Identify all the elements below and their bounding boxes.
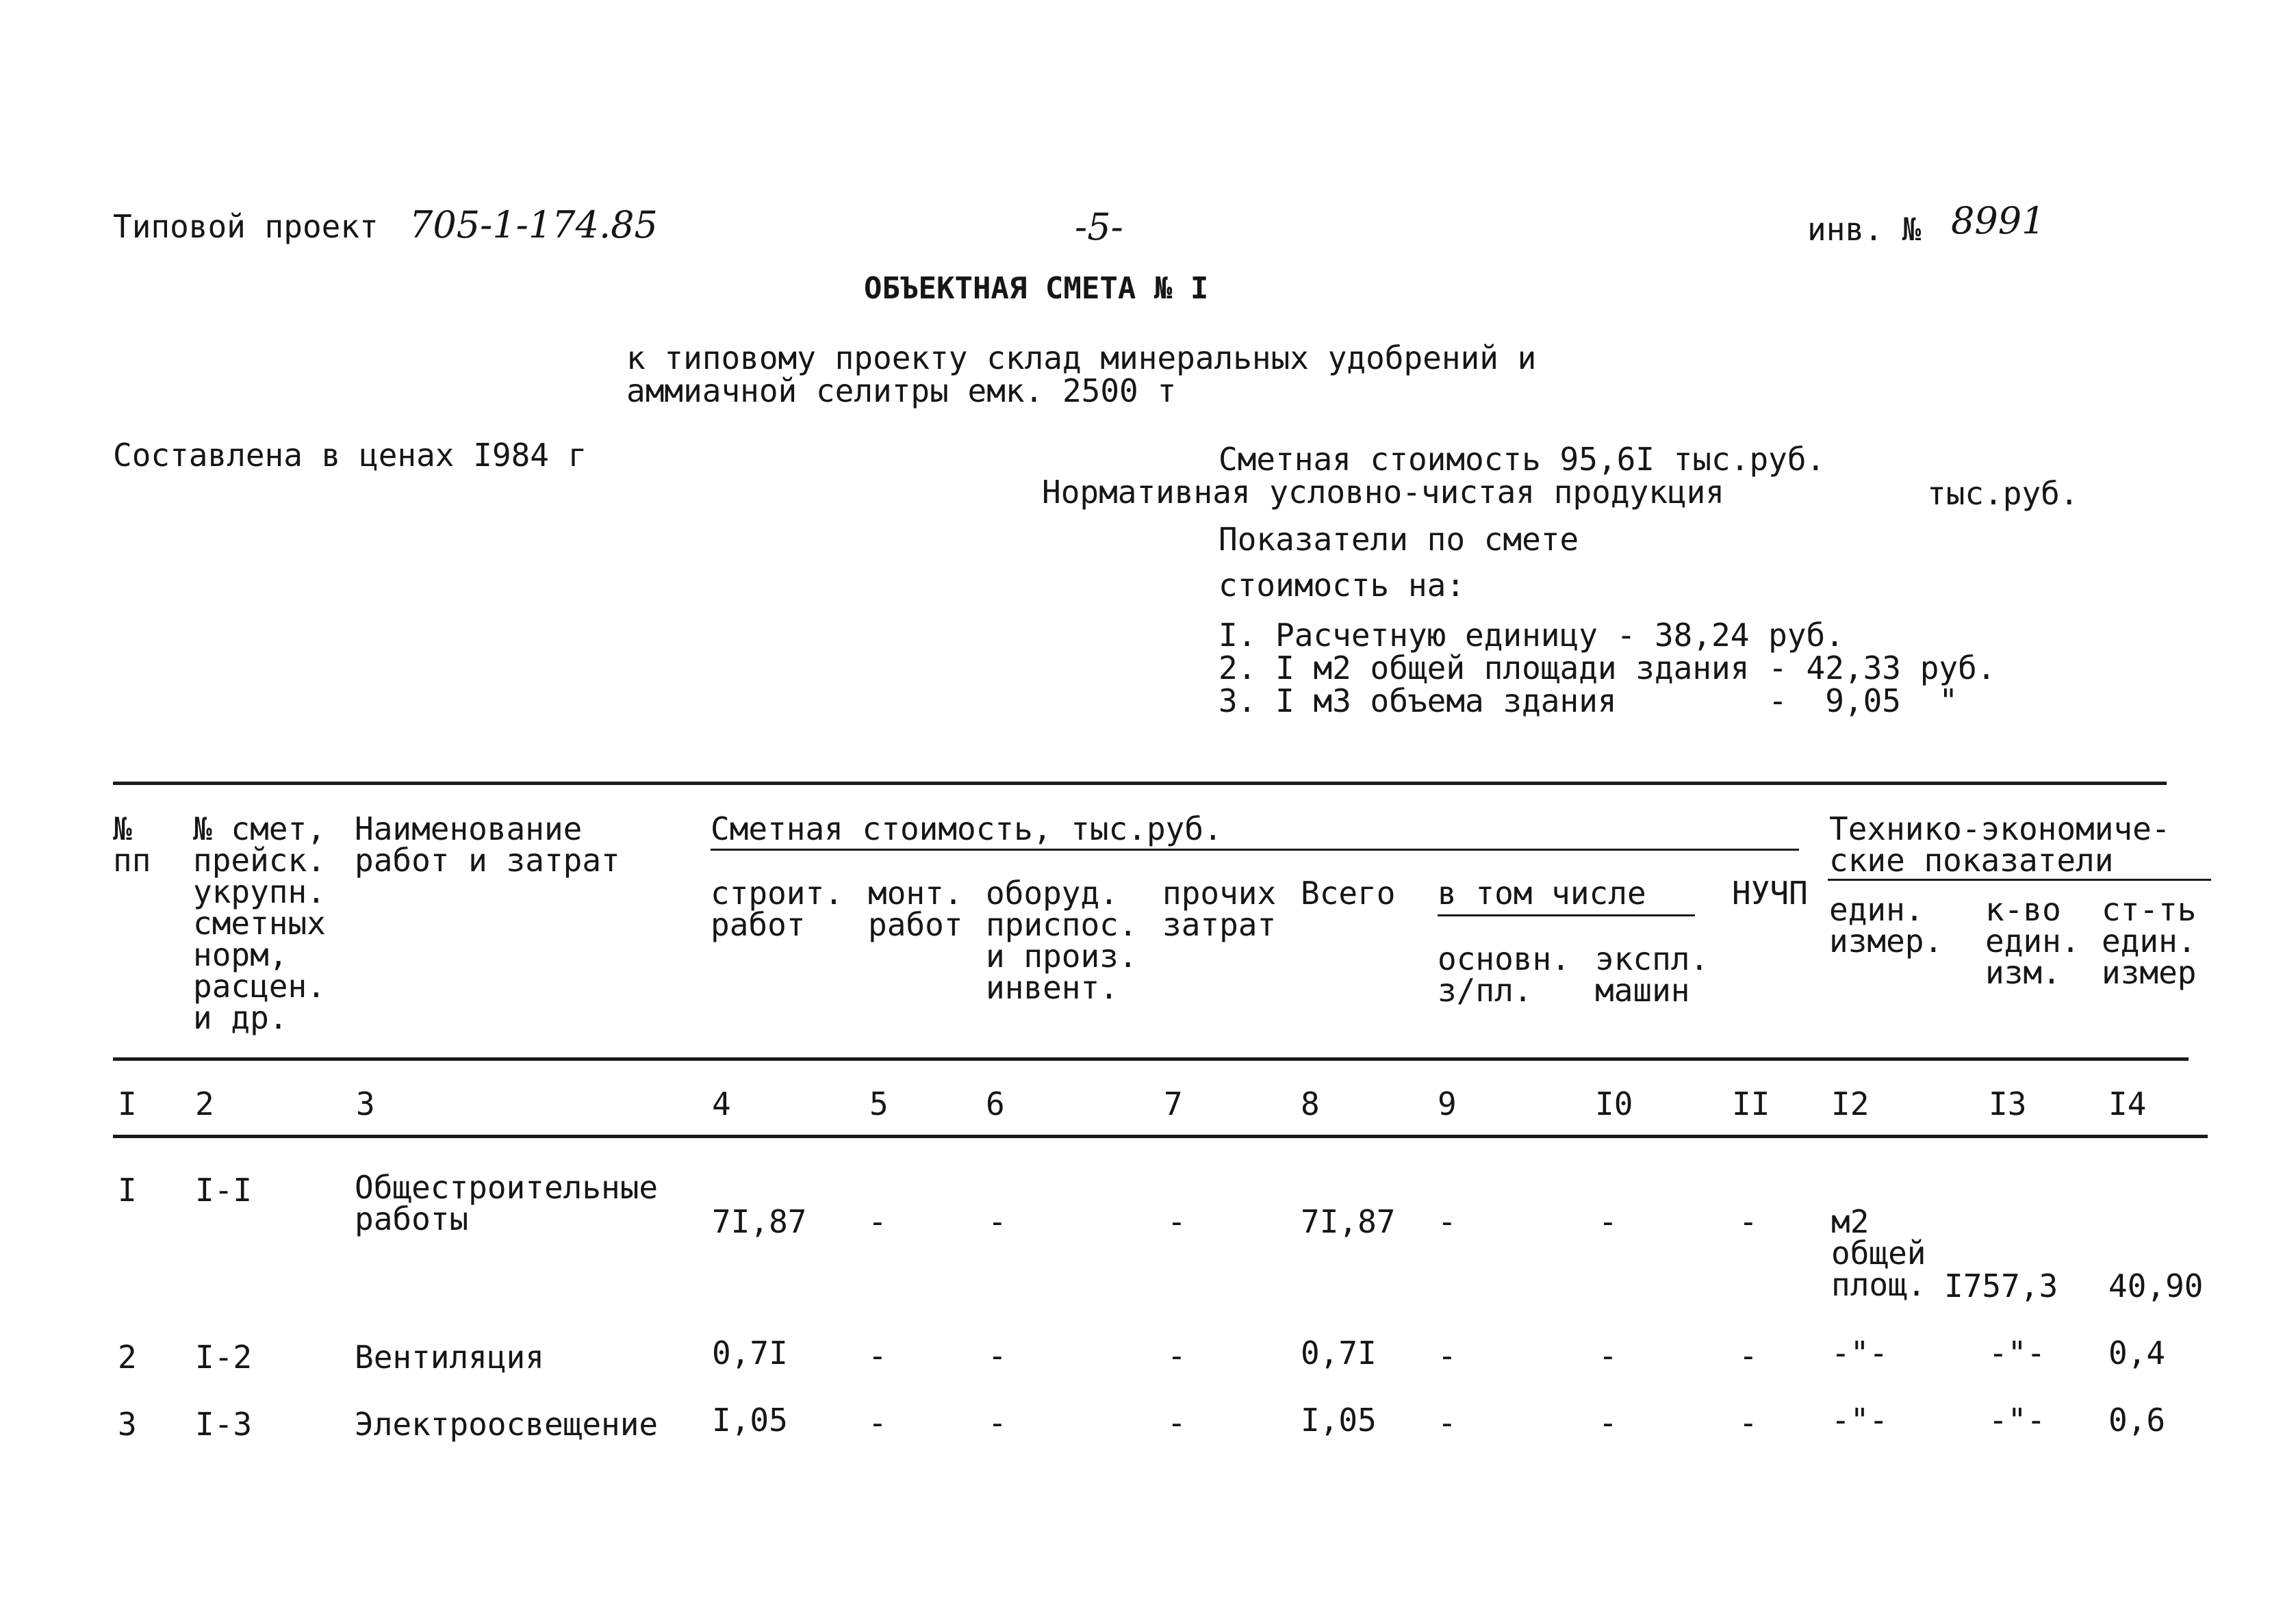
col-number: 9 [1438, 1085, 1457, 1122]
col-number: 5 [869, 1085, 889, 1122]
incl-group-heading: в том числе [1438, 875, 1646, 912]
row-estimate-ref: I-I [195, 1172, 253, 1209]
row-equipment-cost: - [988, 1203, 1007, 1240]
estimated-cost: Сметная стоимость 95,6I тыс.руб. [1219, 441, 1826, 478]
row-machine-operation: - [1598, 1203, 1618, 1240]
row-other-costs: - [1167, 1404, 1186, 1441]
row-construction-cost: I,05 [712, 1402, 788, 1439]
col-head-construction: строит. работ [711, 875, 843, 943]
row-number: 2 [118, 1339, 137, 1376]
row-unit: -"- [1831, 1335, 1889, 1372]
col-head-installation: монт. работ [868, 875, 963, 943]
row-work-name: Вентиляция [355, 1339, 544, 1376]
row-installation-cost: - [868, 1203, 887, 1240]
col-number: 2 [195, 1085, 214, 1122]
document-title: ОБЪЕКТНАЯ СМЕТА № I [864, 271, 1209, 306]
col-number: 4 [712, 1085, 731, 1122]
row-estimate-ref: I-2 [195, 1339, 253, 1376]
tech-group-heading: Технико-экономиче- ские показатели [1829, 810, 2171, 879]
row-unit-cost: 0,6 [2108, 1402, 2166, 1439]
col-number: I3 [1989, 1085, 2027, 1122]
normative-product-unit: тыс.руб. [1927, 475, 2079, 512]
row-nuchp: - [1739, 1203, 1758, 1240]
row-other-costs: - [1167, 1337, 1186, 1374]
row-construction-cost: 7I,87 [712, 1203, 807, 1240]
indicator-item-2: 2. I м2 общей площади здания - 42,33 руб. [1219, 649, 1996, 686]
col-number: I2 [1831, 1085, 1870, 1122]
row-work-name: Общестроительные работы [355, 1169, 659, 1237]
col-head-equipment: оборуд. приспос. и произ. инвент. [986, 875, 1138, 1006]
incl-group-underline [1438, 914, 1695, 916]
subtitle-line-1: к типовому проекту склад минеральных удобрений и [626, 339, 1537, 376]
row-installation-cost: - [868, 1404, 887, 1441]
indicators-label: Показатели по смете [1219, 521, 1579, 558]
row-base-salary: - [1438, 1404, 1457, 1441]
col-head-unit: един. измер. [1829, 891, 1943, 960]
table-column-numbers-rule [113, 1135, 2208, 1138]
compiled-prices: Составлена в ценах I984 г [113, 437, 587, 474]
row-total: I,05 [1301, 1402, 1377, 1439]
subtitle-line-2: аммиачной селитры емк. 2500 т [626, 372, 1177, 409]
col-head-total: Всего [1301, 875, 1396, 912]
col-number: 8 [1301, 1085, 1320, 1122]
row-total: 7I,87 [1301, 1203, 1396, 1240]
col-number: 6 [986, 1085, 1005, 1122]
inv-number: 8991 [1951, 199, 2045, 242]
row-unit: -"- [1831, 1402, 1889, 1439]
cost-group-heading: Сметная стоимость, тыс.руб. [711, 810, 1223, 847]
row-total: 0,7I [1301, 1335, 1377, 1372]
row-base-salary: - [1438, 1203, 1457, 1240]
page-number: -5- [1075, 205, 1123, 248]
normative-product-label: Нормативная условно-чистая продукция [1042, 474, 1724, 511]
row-construction-cost: 0,7I [712, 1335, 788, 1372]
row-estimate-ref: I-3 [195, 1406, 253, 1443]
indicator-item-1: I. Расчетную единицу - 38,24 руб. [1219, 617, 1844, 654]
row-unit-quantity: -"- [1989, 1335, 2046, 1372]
col-number: 3 [356, 1085, 375, 1122]
col-head-unit-quantity: к-во един. изм. [1985, 891, 2080, 991]
col-head-nuchp: НУЧП [1732, 875, 1808, 912]
col-head-machine-operation: экспл. машин [1595, 940, 1709, 1009]
row-machine-operation: - [1598, 1404, 1618, 1441]
row-equipment-cost: - [988, 1337, 1007, 1374]
row-unit-cost: 0,4 [2108, 1335, 2166, 1372]
col-number: 7 [1164, 1085, 1183, 1122]
row-nuchp: - [1739, 1404, 1758, 1441]
tech-group-underline [1828, 879, 2211, 881]
row-equipment-cost: - [988, 1404, 1007, 1441]
col-number: I [118, 1085, 137, 1122]
indicator-item-3: 3. I м3 объема здания - 9,05 " [1219, 682, 1959, 719]
row-number: 3 [118, 1406, 137, 1443]
row-base-salary: - [1438, 1337, 1457, 1374]
col-head-base-salary: основн. з/пл. [1438, 940, 1570, 1009]
cost-group-underline [711, 849, 1799, 851]
row-nuchp: - [1739, 1337, 1758, 1374]
row-work-name: Электроосвещение [355, 1406, 659, 1443]
row-unit-quantity: I757,3 [1944, 1267, 2058, 1304]
row-unit-quantity: -"- [1989, 1402, 2046, 1439]
col-head-other-costs: прочих затрат [1162, 875, 1277, 943]
col-head-estimate-ref: № смет, прейск. укрупн. сметных норм, расцен. и др. [193, 810, 326, 1036]
cost-per-label: стоимость на: [1219, 567, 1466, 604]
col-head-unit-cost: ст-ть един. измер [2102, 891, 2197, 991]
row-machine-operation: - [1598, 1337, 1618, 1374]
col-head-number: № пп [113, 810, 151, 879]
project-label: Типовой проект [113, 208, 379, 245]
row-unit: м2 общей площ. [1831, 1203, 1926, 1303]
col-number: II [1732, 1085, 1770, 1122]
col-number: I4 [2108, 1085, 2147, 1122]
row-installation-cost: - [868, 1337, 887, 1374]
row-unit-cost: 40,90 [2108, 1270, 2204, 1302]
col-head-work-name: Наименование работ и затрат [355, 810, 620, 879]
project-number: 705-1-174.85 [409, 203, 658, 246]
table-top-rule [113, 782, 2167, 785]
table-header-rule [113, 1057, 2189, 1061]
row-other-costs: - [1167, 1203, 1186, 1240]
col-number: I0 [1595, 1085, 1633, 1122]
inv-label: инв. № [1807, 211, 1922, 248]
row-number: I [118, 1172, 137, 1209]
